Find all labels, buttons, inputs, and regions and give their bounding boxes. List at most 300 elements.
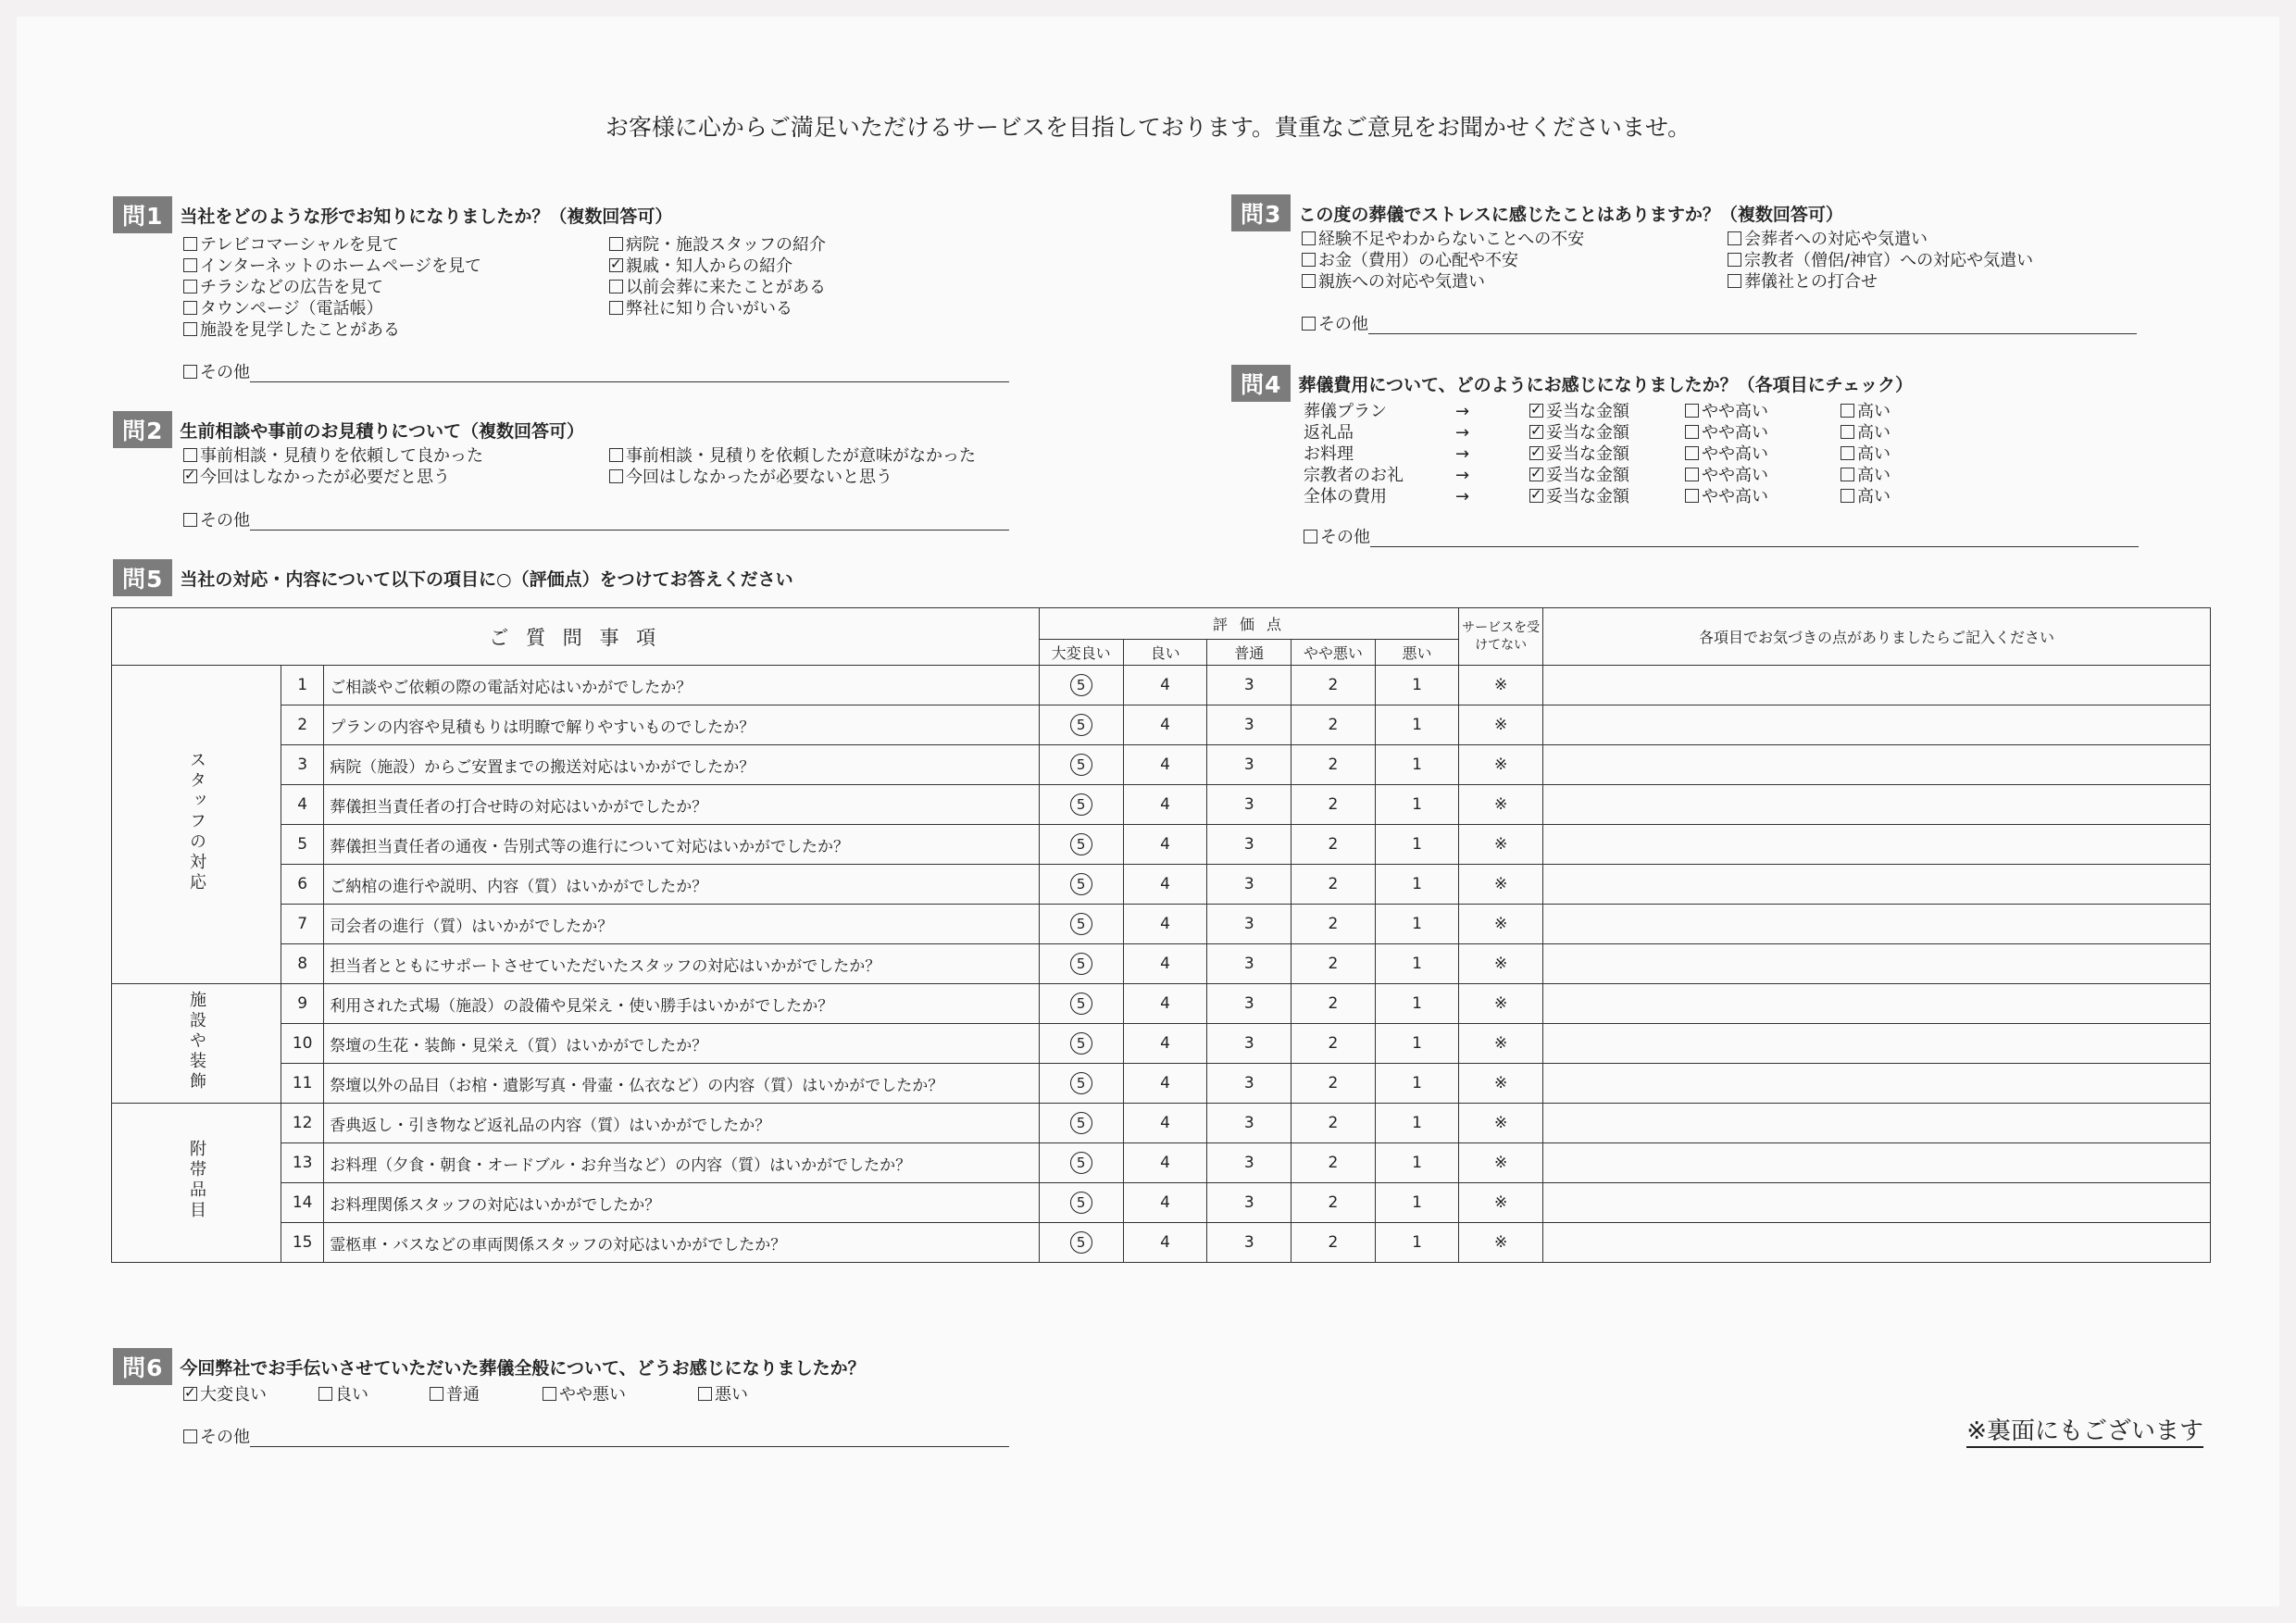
comment-cell[interactable] (1542, 905, 2210, 944)
q3-label: 問3 (1231, 194, 1291, 231)
not-used-mark[interactable]: ※ (1459, 705, 1543, 745)
circled-score[interactable]: 5 (1070, 873, 1092, 895)
circled-score[interactable]: 5 (1070, 953, 1092, 975)
score-4[interactable]: 4 (1123, 1104, 1207, 1143)
score-4[interactable]: 4 (1123, 1064, 1207, 1104)
arrow-icon: → (1455, 487, 1470, 506)
circled-score[interactable]: 5 (1070, 714, 1092, 736)
item-question: 祭壇以外の品目（お棺・遺影写真・骨壷・仏衣など）の内容（質）はいかがでしたか？ (324, 1064, 1039, 1104)
arrow-icon: → (1455, 423, 1470, 443)
rating-label: 良い (1123, 640, 1207, 666)
not-used-mark[interactable]: ※ (1459, 1064, 1543, 1104)
checkbox-icon[interactable] (1841, 468, 1854, 481)
score-5[interactable] (1039, 666, 1123, 705)
rating-label: 普通 (1207, 640, 1292, 666)
item-number: 2 (281, 705, 324, 745)
comment-cell[interactable] (1542, 785, 2210, 825)
not-used-mark[interactable]: ※ (1459, 1143, 1543, 1183)
score-5[interactable] (1039, 785, 1123, 825)
q4-choice[interactable]: 高い (1841, 466, 1890, 486)
item-number: 13 (281, 1143, 324, 1183)
q4-choice[interactable]: 高い (1841, 423, 1890, 443)
q6-other-line[interactable] (250, 1446, 1009, 1447)
checkbox-checked-icon[interactable] (183, 1387, 197, 1401)
score-1[interactable]: 1 (1375, 705, 1459, 745)
comment-cell[interactable] (1542, 825, 2210, 865)
score-2[interactable]: 2 (1292, 745, 1376, 785)
score-5[interactable] (1039, 1183, 1123, 1223)
score-1[interactable]: 1 (1375, 745, 1459, 785)
q4-choice[interactable]: ✓ 妥当な金額 (1529, 487, 1629, 507)
q3-other-line[interactable] (1368, 333, 2137, 334)
checkbox-icon[interactable] (1304, 530, 1317, 543)
checkbox-icon[interactable] (183, 1429, 197, 1443)
circled-score[interactable]: 5 (1070, 1231, 1092, 1254)
table-row (112, 1223, 2211, 1263)
not-used-mark[interactable]: ※ (1459, 944, 1543, 984)
q1-option[interactable]: タウンページ（電話帳） (183, 299, 383, 319)
comment-cell[interactable] (1542, 944, 2210, 984)
q1-option[interactable]: 以前会葬に来たことがある (609, 278, 826, 298)
score-2[interactable]: 2 (1292, 944, 1376, 984)
score-2[interactable]: 2 (1292, 865, 1376, 905)
score-5[interactable] (1039, 1143, 1123, 1183)
header-question: ご 質 問 事 項 (112, 608, 1040, 666)
item-number: 14 (281, 1183, 324, 1223)
table-row (112, 1104, 2211, 1143)
item-question: プランの内容や見積もりは明瞭で解りやすいものでしたか？ (324, 705, 1039, 745)
q5-question: 当社の対応・内容について以下の項目に○（評価点）をつけてお答えください (180, 568, 793, 590)
q4-other-line[interactable] (1370, 546, 2139, 547)
q2-option[interactable]: 今回はしなかったが必要ないと思う (609, 468, 892, 488)
q4-row-label: 葬儀プラン (1304, 402, 1387, 421)
score-4[interactable]: 4 (1123, 785, 1207, 825)
score-3[interactable]: 3 (1207, 1104, 1292, 1143)
circled-score[interactable]: 5 (1070, 754, 1092, 776)
score-5[interactable] (1039, 865, 1123, 905)
header-comment: 各項目でお気づきの点がありましたらご記入ください (1542, 608, 2210, 666)
score-5[interactable] (1039, 825, 1123, 865)
q6-header (113, 1348, 866, 1385)
comment-cell[interactable] (1542, 984, 2210, 1024)
q5-label: 問5 (113, 559, 172, 596)
q2-option[interactable]: 事前相談・見積りを依頼したが意味がなかった (609, 446, 976, 467)
item-question: 葬儀担当責任者の打合せ時の対応はいかがでしたか？ (324, 785, 1039, 825)
q1-option[interactable]: テレビコマーシャルを見て (183, 235, 399, 256)
checkbox-checked-icon[interactable] (1529, 489, 1543, 503)
header-rating: 評 価 点 (1039, 608, 1459, 640)
arrow-icon: → (1455, 466, 1470, 485)
arrow-icon: → (1455, 402, 1470, 421)
item-question: ご納棺の進行や説明、内容（質）はいかがでしたか？ (324, 865, 1039, 905)
score-3[interactable]: 3 (1207, 1183, 1292, 1223)
not-used-mark[interactable]: ※ (1459, 865, 1543, 905)
q2-other[interactable]: その他 (183, 511, 250, 531)
score-3[interactable]: 3 (1207, 984, 1292, 1024)
comment-cell[interactable] (1542, 1024, 2210, 1064)
checkbox-icon[interactable] (1841, 489, 1854, 503)
q6-option[interactable]: 普通 (430, 1385, 480, 1405)
checkbox-checked-icon[interactable] (1529, 425, 1543, 439)
score-1[interactable]: 1 (1375, 1143, 1459, 1183)
score-3[interactable]: 3 (1207, 785, 1292, 825)
score-3[interactable]: 3 (1207, 944, 1292, 984)
q1-header (113, 196, 672, 233)
q4-choice[interactable]: やや高い (1685, 402, 1768, 422)
score-4[interactable]: 4 (1123, 1183, 1207, 1223)
checkbox-icon[interactable] (1841, 425, 1854, 439)
q3-option[interactable]: 経験不足やわからないことへの不安 (1302, 230, 1584, 250)
q4-choice[interactable]: やや高い (1685, 423, 1768, 443)
circled-score[interactable]: 5 (1070, 833, 1092, 855)
score-1[interactable]: 1 (1375, 944, 1459, 984)
score-5[interactable] (1039, 705, 1123, 745)
table-row (112, 705, 2211, 745)
q4-choice[interactable]: ✓ 妥当な金額 (1529, 402, 1629, 422)
item-number: 12 (281, 1104, 324, 1143)
score-4[interactable]: 4 (1123, 905, 1207, 944)
score-3[interactable]: 3 (1207, 1064, 1292, 1104)
score-5[interactable] (1039, 1064, 1123, 1104)
item-question: 葬儀担当責任者の通夜・告別式等の進行について対応はいかがでしたか？ (324, 825, 1039, 865)
table-row (112, 865, 2211, 905)
score-1[interactable]: 1 (1375, 1183, 1459, 1223)
checkbox-icon[interactable] (1685, 489, 1699, 503)
reverse-side-note: ※裏面にもございます (1966, 1412, 2203, 1448)
comment-cell[interactable] (1542, 1143, 2210, 1183)
item-number: 7 (281, 905, 324, 944)
circled-score[interactable]: 5 (1070, 1072, 1092, 1094)
comment-cell[interactable] (1542, 1183, 2210, 1223)
checkbox-icon[interactable] (183, 258, 197, 272)
checkbox-icon[interactable] (183, 237, 197, 251)
checkbox-icon[interactable] (698, 1387, 712, 1401)
comment-cell[interactable] (1542, 1223, 2210, 1263)
score-4[interactable]: 4 (1123, 944, 1207, 984)
circled-score[interactable]: 5 (1070, 1152, 1092, 1174)
score-4[interactable]: 4 (1123, 1143, 1207, 1183)
score-5[interactable] (1039, 984, 1123, 1024)
score-2[interactable]: 2 (1292, 1064, 1376, 1104)
q4-header (1231, 365, 1913, 402)
score-4[interactable]: 4 (1123, 1223, 1207, 1263)
q1-option[interactable]: インターネットのホームページを見て (183, 256, 481, 277)
rating-label: やや悪い (1292, 640, 1376, 666)
score-2[interactable]: 2 (1292, 1223, 1376, 1263)
table-row (112, 666, 2211, 705)
item-number: 6 (281, 865, 324, 905)
q6-option[interactable]: やや悪い (543, 1385, 626, 1405)
category-cell (112, 1104, 281, 1263)
score-1[interactable]: 1 (1375, 785, 1459, 825)
checkbox-icon[interactable] (1728, 231, 1741, 245)
circled-score[interactable]: 5 (1070, 674, 1092, 696)
checkbox-icon[interactable] (183, 301, 197, 315)
circled-score[interactable]: 5 (1070, 1032, 1092, 1055)
checkbox-icon[interactable] (1685, 446, 1699, 460)
q4-question: 葬儀費用について、どのようにお感じになりましたか？（各項目にチェック） (1298, 374, 1914, 395)
score-2[interactable]: 2 (1292, 1183, 1376, 1223)
arrow-icon: → (1455, 444, 1470, 464)
score-3[interactable]: 3 (1207, 705, 1292, 745)
circled-score[interactable]: 5 (1070, 993, 1092, 1015)
score-2[interactable]: 2 (1292, 666, 1376, 705)
score-4[interactable]: 4 (1123, 705, 1207, 745)
score-4[interactable]: 4 (1123, 984, 1207, 1024)
q4-row-label: 全体の費用 (1304, 487, 1387, 506)
item-number: 9 (281, 984, 324, 1024)
score-3[interactable]: 3 (1207, 825, 1292, 865)
item-question: 利用された式場（施設）の設備や見栄え・使い勝手はいかがでしたか？ (324, 984, 1039, 1024)
checkbox-icon[interactable] (430, 1387, 443, 1401)
score-2[interactable]: 2 (1292, 1143, 1376, 1183)
q1-option[interactable]: 病院・施設スタッフの紹介 (609, 235, 826, 256)
q6-question: 今回弊社でお手伝いさせていただいた葬儀全般について、どうお感じになりましたか？ (180, 1357, 866, 1379)
q3-option[interactable]: 親族への対応や気遣い (1302, 272, 1485, 293)
score-2[interactable]: 2 (1292, 905, 1376, 944)
item-question: 司会者の進行（質）はいかがでしたか？ (324, 905, 1039, 944)
item-number: 4 (281, 785, 324, 825)
q1-other-line[interactable] (250, 381, 1009, 382)
score-1[interactable]: 1 (1375, 1064, 1459, 1104)
circled-score[interactable]: 5 (1070, 793, 1092, 816)
q4-choice[interactable]: ✓ 妥当な金額 (1529, 466, 1629, 486)
checkbox-icon[interactable] (609, 237, 623, 251)
category-label: 附帯品目 (187, 1140, 206, 1221)
not-used-mark[interactable]: ※ (1459, 785, 1543, 825)
table-row (112, 944, 2211, 984)
score-1[interactable]: 1 (1375, 666, 1459, 705)
q4-choice[interactable]: やや高い (1685, 466, 1768, 486)
q4-label: 問4 (1231, 365, 1291, 402)
item-question: 香典返し・引き物など返礼品の内容（質）はいかがでしたか？ (324, 1104, 1039, 1143)
q4-row-label: 宗教者のお礼 (1304, 466, 1404, 485)
category-cell (112, 984, 281, 1104)
checkbox-icon[interactable] (318, 1387, 332, 1401)
score-3[interactable]: 3 (1207, 1223, 1292, 1263)
checkbox-icon[interactable] (1728, 253, 1741, 267)
not-used-mark[interactable]: ※ (1459, 666, 1543, 705)
circled-score[interactable]: 5 (1070, 1192, 1092, 1214)
comment-cell[interactable] (1542, 745, 2210, 785)
table-row (112, 1183, 2211, 1223)
q2-option[interactable]: 事前相談・見積りを依頼して良かった (183, 446, 483, 467)
checkbox-icon[interactable] (1302, 274, 1316, 288)
q2-option[interactable]: ✓今回はしなかったが必要だと思う (183, 468, 450, 488)
score-5[interactable] (1039, 944, 1123, 984)
item-number: 1 (281, 666, 324, 705)
score-3[interactable]: 3 (1207, 1024, 1292, 1064)
checkbox-icon[interactable] (1728, 274, 1741, 288)
checkbox-icon[interactable] (183, 365, 197, 379)
score-1[interactable]: 1 (1375, 984, 1459, 1024)
not-used-mark[interactable]: ※ (1459, 984, 1543, 1024)
category-cell (112, 666, 281, 984)
table-row (112, 785, 2211, 825)
score-4[interactable]: 4 (1123, 825, 1207, 865)
q1-option[interactable]: 施設を見学したことがある (183, 320, 400, 341)
item-number: 11 (281, 1064, 324, 1104)
checkbox-icon[interactable] (543, 1387, 556, 1401)
score-2[interactable]: 2 (1292, 785, 1376, 825)
score-5[interactable] (1039, 745, 1123, 785)
checkbox-icon[interactable] (183, 513, 197, 527)
q3-option[interactable]: お金（費用）の心配や不安 (1302, 251, 1518, 271)
q5-header (113, 559, 793, 596)
q2-label: 問2 (113, 411, 172, 448)
q4-row-label: お料理 (1304, 444, 1354, 464)
score-2[interactable]: 2 (1292, 1024, 1376, 1064)
checkbox-icon[interactable] (1685, 468, 1699, 481)
q4-choice[interactable]: 高い (1841, 487, 1890, 507)
not-used-mark[interactable]: ※ (1459, 745, 1543, 785)
item-question: お料理関係スタッフの対応はいかがでしたか？ (324, 1183, 1039, 1223)
comment-cell[interactable] (1542, 1064, 2210, 1104)
score-1[interactable]: 1 (1375, 865, 1459, 905)
table-row (112, 1064, 2211, 1104)
checkbox-icon[interactable] (1302, 231, 1316, 245)
q1-other[interactable]: その他 (183, 363, 250, 383)
score-4[interactable]: 4 (1123, 745, 1207, 785)
checkbox-icon[interactable] (609, 280, 623, 293)
circled-score[interactable]: 5 (1070, 1112, 1092, 1134)
checkbox-icon[interactable] (1685, 404, 1699, 418)
q4-choice[interactable]: 高い (1841, 444, 1890, 465)
comment-cell[interactable] (1542, 1104, 2210, 1143)
q3-header (1231, 194, 1843, 231)
checkbox-icon[interactable] (609, 448, 623, 462)
checkbox-icon[interactable] (1841, 446, 1854, 460)
q4-choice[interactable]: やや高い (1685, 487, 1768, 507)
table-row (112, 984, 2211, 1024)
checkbox-icon[interactable] (1685, 425, 1699, 439)
q1-label: 問1 (113, 196, 172, 233)
q4-choice[interactable]: 高い (1841, 402, 1890, 422)
checkbox-icon[interactable] (183, 448, 197, 462)
q1-question: 当社をどのような形でお知りになりましたか？（複数回答可） (180, 206, 673, 227)
checkbox-icon[interactable] (1302, 317, 1316, 331)
comment-cell[interactable] (1542, 865, 2210, 905)
q3-option[interactable]: 会葬者への対応や気遣い (1728, 230, 1928, 250)
score-5[interactable] (1039, 905, 1123, 944)
score-1[interactable]: 1 (1375, 825, 1459, 865)
checkbox-checked-icon[interactable] (1529, 468, 1543, 481)
comment-cell[interactable] (1542, 705, 2210, 745)
score-2[interactable]: 2 (1292, 825, 1376, 865)
checkbox-checked-icon[interactable] (183, 469, 197, 483)
item-question: 霊柩車・バスなどの車両関係スタッフの対応はいかがでしたか？ (324, 1223, 1039, 1263)
score-2[interactable]: 2 (1292, 1104, 1376, 1143)
q3-option[interactable]: 宗教者（僧侶/神官）への対応や気遣い (1728, 251, 2033, 271)
not-used-mark[interactable]: ※ (1459, 905, 1543, 944)
score-5[interactable] (1039, 1024, 1123, 1064)
score-3[interactable]: 3 (1207, 1143, 1292, 1183)
q6-other[interactable]: その他 (183, 1428, 250, 1448)
q3-option[interactable]: 葬儀社との打合せ (1728, 272, 1878, 293)
q3-question: この度の葬儀でストレスに感じたことはありますか？（複数回答可） (1298, 204, 1843, 225)
not-used-mark[interactable]: ※ (1459, 1183, 1543, 1223)
q4-choice[interactable]: やや高い (1685, 444, 1768, 465)
item-number: 3 (281, 745, 324, 785)
table-row (112, 1024, 2211, 1064)
checkbox-icon[interactable] (1302, 253, 1316, 267)
item-number: 5 (281, 825, 324, 865)
q1-option[interactable]: チラシなどの広告を見て (183, 278, 383, 298)
not-used-mark[interactable]: ※ (1459, 825, 1543, 865)
checkbox-icon[interactable] (609, 469, 623, 483)
score-1[interactable]: 1 (1375, 905, 1459, 944)
score-5[interactable] (1039, 1223, 1123, 1263)
table-row (112, 745, 2211, 785)
not-used-mark[interactable]: ※ (1459, 1104, 1543, 1143)
item-number: 10 (281, 1024, 324, 1064)
table-row (112, 905, 2211, 944)
score-3[interactable]: 3 (1207, 865, 1292, 905)
q6-option[interactable]: 良い (318, 1385, 368, 1405)
score-3[interactable]: 3 (1207, 666, 1292, 705)
score-1[interactable]: 1 (1375, 1223, 1459, 1263)
q2-header (113, 411, 584, 448)
table-row (112, 825, 2211, 865)
q4-other[interactable]: その他 (1304, 528, 1370, 548)
score-5[interactable] (1039, 1104, 1123, 1143)
item-question: 担当者とともにサポートさせていただいたスタッフの対応はいかがでしたか？ (324, 944, 1039, 984)
item-number: 15 (281, 1223, 324, 1263)
page-title: お客様に心からご満足いただけるサービスを目指しております。貴重なご意見をお聞かせくださいませ。 (605, 114, 1691, 141)
checkbox-checked-icon[interactable] (609, 258, 623, 272)
q1-option[interactable]: 弊社に知り合いがいる (609, 299, 792, 319)
category-label: スタッフの対応 (187, 751, 206, 893)
q3-other[interactable]: その他 (1302, 315, 1368, 335)
circled-score[interactable]: 5 (1070, 913, 1092, 935)
score-4[interactable]: 4 (1123, 865, 1207, 905)
not-used-mark[interactable]: ※ (1459, 1223, 1543, 1263)
score-3[interactable]: 3 (1207, 905, 1292, 944)
score-3[interactable]: 3 (1207, 745, 1292, 785)
comment-cell[interactable] (1542, 666, 2210, 705)
rating-label: 大変良い (1039, 640, 1123, 666)
q6-option[interactable]: ✓大変良い (183, 1385, 267, 1405)
score-2[interactable]: 2 (1292, 705, 1376, 745)
score-4[interactable]: 4 (1123, 666, 1207, 705)
score-1[interactable]: 1 (1375, 1024, 1459, 1064)
score-4[interactable]: 4 (1123, 1024, 1207, 1064)
item-question: 病院（施設）からご安置までの搬送対応はいかがでしたか？ (324, 745, 1039, 785)
item-number: 8 (281, 944, 324, 984)
rating-label: 悪い (1375, 640, 1459, 666)
q6-label: 問6 (113, 1348, 172, 1385)
checkbox-icon[interactable] (183, 280, 197, 293)
checkbox-icon[interactable] (183, 322, 197, 336)
q4-choice[interactable]: ✓ 妥当な金額 (1529, 423, 1629, 443)
not-used-mark[interactable]: ※ (1459, 1024, 1543, 1064)
item-question: ご相談やご依頼の際の電話対応はいかがでしたか？ (324, 666, 1039, 705)
q2-other-line[interactable] (250, 530, 1009, 531)
header-service: サービスを受けてない (1459, 608, 1543, 666)
score-2[interactable]: 2 (1292, 984, 1376, 1024)
checkbox-checked-icon[interactable] (1529, 446, 1543, 460)
q1-option[interactable]: ✓親戚・知人からの紹介 (609, 256, 792, 277)
score-1[interactable]: 1 (1375, 1104, 1459, 1143)
q6-option[interactable]: 悪い (698, 1385, 748, 1405)
q4-row-label: 返礼品 (1304, 423, 1354, 443)
checkbox-icon[interactable] (1841, 404, 1854, 418)
checkbox-checked-icon[interactable] (1529, 404, 1543, 418)
item-question: 祭壇の生花・装飾・見栄え（質）はいかがでしたか？ (324, 1024, 1039, 1064)
checkbox-icon[interactable] (609, 301, 623, 315)
item-question: お料理（夕食・朝食・オードブル・お弁当など）の内容（質）はいかがでしたか？ (324, 1143, 1039, 1183)
q4-choice[interactable]: ✓ 妥当な金額 (1529, 444, 1629, 465)
